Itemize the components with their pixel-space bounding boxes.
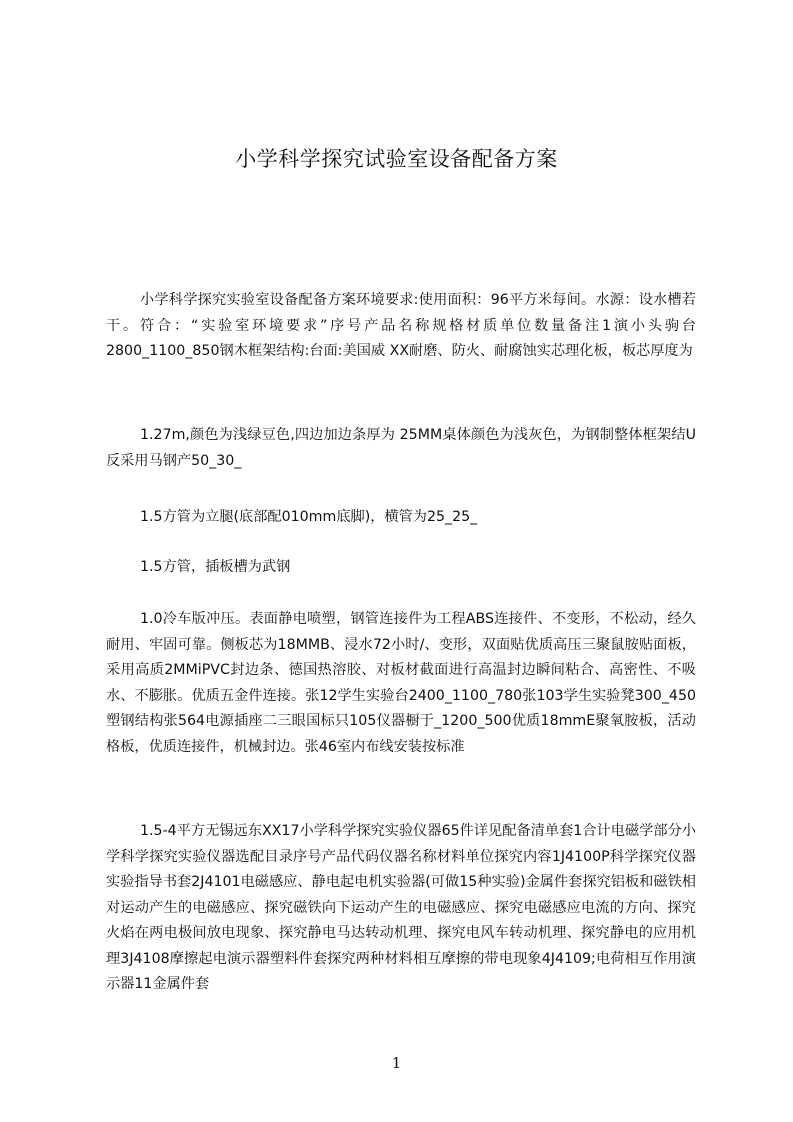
paragraph-leg-tubes: 1.5方管为立腿(底部配010mm底脚)，横管为25_25_: [140, 509, 478, 525]
paragraph-board-specs: 1.27m,颜色为浅绿豆色,四边加边条厚为 25MM桌体颜色为浅灰色，为钢制整体框架结U反采用马钢产50_30_: [106, 427, 696, 469]
document-title: 小学科学探究试验室设备配备方案: [235, 147, 558, 171]
paragraph-environment-requirements: 小学科学探究实验室设备配备方案环境要求:使用面积：96平方米每间。水源：设水槽若干。符合：“实验室环境要求”序号产品名称规格材质单位数量备注1演小头驹台2800_1100_850钢木框架结构:台面:美国威 XX耐磨、防火、耐腐蚀实芯理化板，板芯厚度为: [106, 292, 696, 359]
paragraph-instrument-list: 1.5-4平方无锡远东XX17小学科学探究实验仪器65件详见配备清单套1合计电磁学部分小学科学探究实验仪器选配目录序号产品代码仪器名称材料单位探究内容1J4100P科学探究仪器实验指导书套2J4101电磁感应、静电起电机实验器(可做15种实验)金属件套探究铝板和磁铁相对运动产生的电磁感应、探究磁铁向下运动产生的电磁感应、探究电磁感应电流的方向、探究火焰在两电极间放电现象、探究静电马达转动机理、探究电风车转动机理、探究静电的应用机理3J4108摩擦起电演示器塑料件套探究两种材料相互摩擦的带电现象4J4109;电荷相互作用演示器11金属件套: [106, 823, 696, 992]
page-number: 1: [391, 1054, 402, 1072]
paragraph-slot-steel: 1.5方管，插板槽为武钢: [140, 559, 291, 575]
paragraph-cold-rolled-plate: 1.0冷车版冲压。表面静电喷塑，钢管连接件为工程ABS连接件、不变形，不松动，经久耐用、牢固可靠。侧板芯为18MMB、浸水72小时/、变形，双面贴优质高压三聚鼠胺贴面板，采用高质2MMiPVC封边条、德国热溶胶、对板材截面进行高温封边瞬间粘合、高密性、不吸水、不膨胀。优质五金件连接。张12学生实验台2400_1100_780张103学生实验凳300_450塑钢结构张564电源插座二三眼国标只105仪器橱于_1200_500优质18mmE聚氧胺板，活动格板，优质连接件，机械封边。张46室内布线安装按标准: [106, 611, 696, 755]
